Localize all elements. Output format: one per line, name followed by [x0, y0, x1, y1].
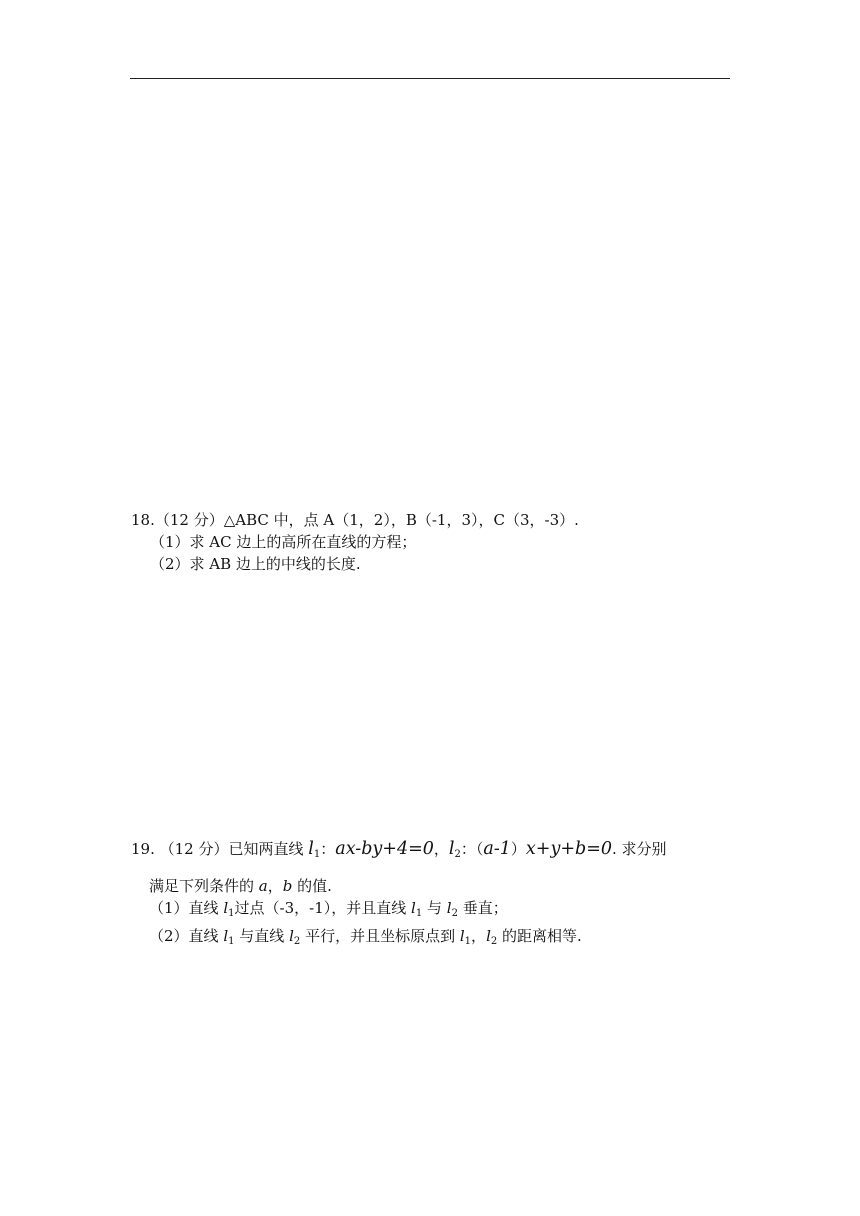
line-l2-equation: x+y+b=0 [525, 839, 612, 859]
problem-18-part-1: （1）求 AC 边上的高所在直线的方程； [150, 533, 417, 551]
header-rule [130, 78, 730, 79]
line-l1-equation: ax-by+4=0 [335, 839, 434, 859]
problem-19-tail: . 求分别 [612, 840, 667, 858]
line-l2-coefficient: a-1 [483, 839, 511, 859]
problem-19-part-1: （1）直线 $l_1$过点（-3，-1），并且直线 $l_1$ 与 $l_2$ 垂直； [149, 899, 508, 919]
problem-19 [131, 836, 731, 953]
problem-19-line-2: 满足下列条件的 a，b 的值. [149, 877, 332, 895]
problem-19-score: （12 分）已知两直线 [159, 840, 304, 858]
problem-19-number: 19. [131, 840, 155, 858]
problem-19-part-2: （2）直线 $l_1$ 与直线 $l_2$ 平行，并且坐标原点到 $l_1$，$l_2$ 的距离相等. [149, 927, 582, 947]
line-l1-symbol: $l_1$ [308, 839, 321, 860]
problem-18-part-2: （2）求 AB 边上的中线的长度. [150, 555, 361, 573]
problem-19-stem: 19. （12 分）已知两直线 $l_1$：ax-by+4=0，$l_2$：（a-1）x+y+b=0. 求分别 [131, 839, 667, 860]
line-l2-symbol: $l_2$ [448, 839, 461, 860]
problem-18-stem: 18.（12 分）△ABC 中，点 A（1，2），B（-1，3），C（3，-3）. [131, 511, 579, 529]
problem-18 [131, 509, 731, 575]
